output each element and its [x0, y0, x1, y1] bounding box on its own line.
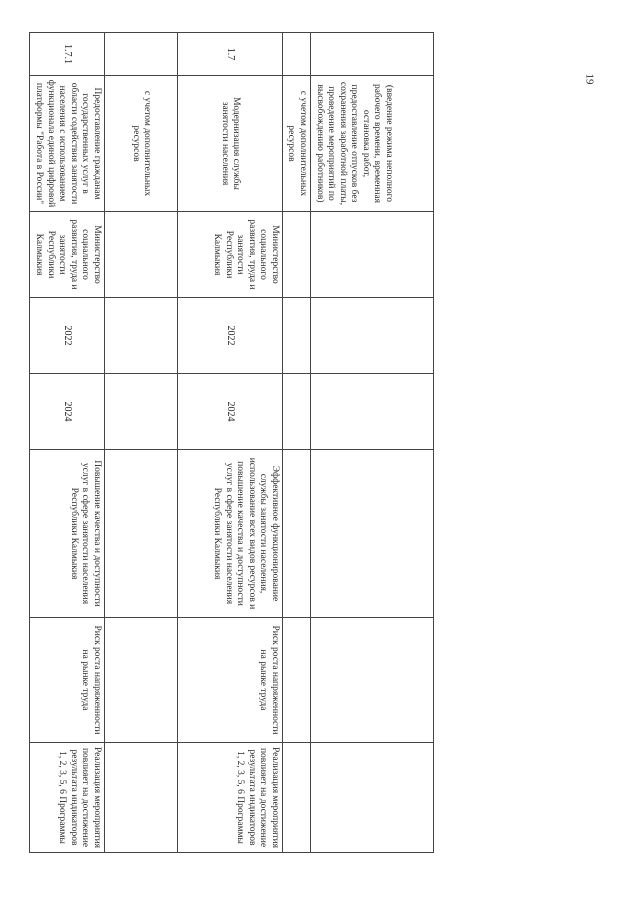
risk: Риск роста напряженности на рынке труда [177, 618, 282, 743]
table-row [30, 33, 104, 853]
measures-table [29, 32, 434, 853]
row-number: 1.7 [177, 33, 282, 76]
start-year: 2022 [30, 298, 104, 374]
rotated-table-container [33, 32, 434, 852]
risk [311, 618, 434, 743]
expected-result [104, 450, 177, 618]
measure-name: Модернизация службы занятости населения [177, 76, 282, 212]
table-row [282, 33, 310, 853]
expected-result [311, 450, 434, 618]
end-year [104, 374, 177, 450]
risk: Риск роста напряженности на рынке труда [30, 618, 104, 743]
expected-result: Эффективное функционирование службы занятости населения, использование всех видов ресурсов и повышение качества и доступности услуг в сфере занятости населения Республики Калмыкия [177, 450, 282, 618]
executor [311, 212, 434, 298]
row-number: 1.7.1 [30, 33, 104, 76]
end-year: 2024 [177, 374, 282, 450]
end-year [282, 374, 310, 450]
risk [282, 618, 310, 743]
risk [104, 618, 177, 743]
measure-name: Предоставление гражданам государственных услуг в области содействия занятости населения с использованием функционала единой цифровой платформы "Работа в России" [30, 76, 104, 212]
indicators [104, 743, 177, 853]
expected-result: Повышение качества и доступности услуг в сфере занятости населения Республики Калмыкия [30, 450, 104, 618]
measure-name: (введение режима неполного рабочего времени, временная остановка работ, предоставление отпусков без сохранения заработной платы, проведение мероприятий по высвобождению работников) [311, 76, 434, 212]
table-row [104, 33, 177, 853]
indicators: Реализация мероприятия повлияет на достижение результата индикаторов 1, 2, 3, 5, 6 Программы [177, 743, 282, 853]
row-number [104, 33, 177, 76]
end-year: 2024 [30, 374, 104, 450]
table-row [177, 33, 282, 853]
measure-name: с учетом дополнительных ресурсов [104, 76, 177, 212]
expected-result [282, 450, 310, 618]
row-number [311, 33, 434, 76]
executor [104, 212, 177, 298]
measure-name: с учетом дополнительных ресурсов [282, 76, 310, 212]
start-year: 2022 [177, 298, 282, 374]
indicators [282, 743, 310, 853]
end-year [311, 374, 434, 450]
table-row [311, 33, 434, 853]
start-year [282, 298, 310, 374]
row-number [282, 33, 310, 76]
start-year [104, 298, 177, 374]
executor: Министерство социального развития, труда и занятости Республики Калмыкия [30, 212, 104, 298]
page-number: 19 [583, 73, 596, 85]
start-year [311, 298, 434, 374]
executor: Министерство социального развития, труда и занятости Республики Калмыкия [177, 212, 282, 298]
indicators [311, 743, 434, 853]
executor [282, 212, 310, 298]
indicators: Реализация мероприятия повлияет на достижение результата индикаторов 1, 2, 3, 5, 6 Программы [30, 743, 104, 853]
